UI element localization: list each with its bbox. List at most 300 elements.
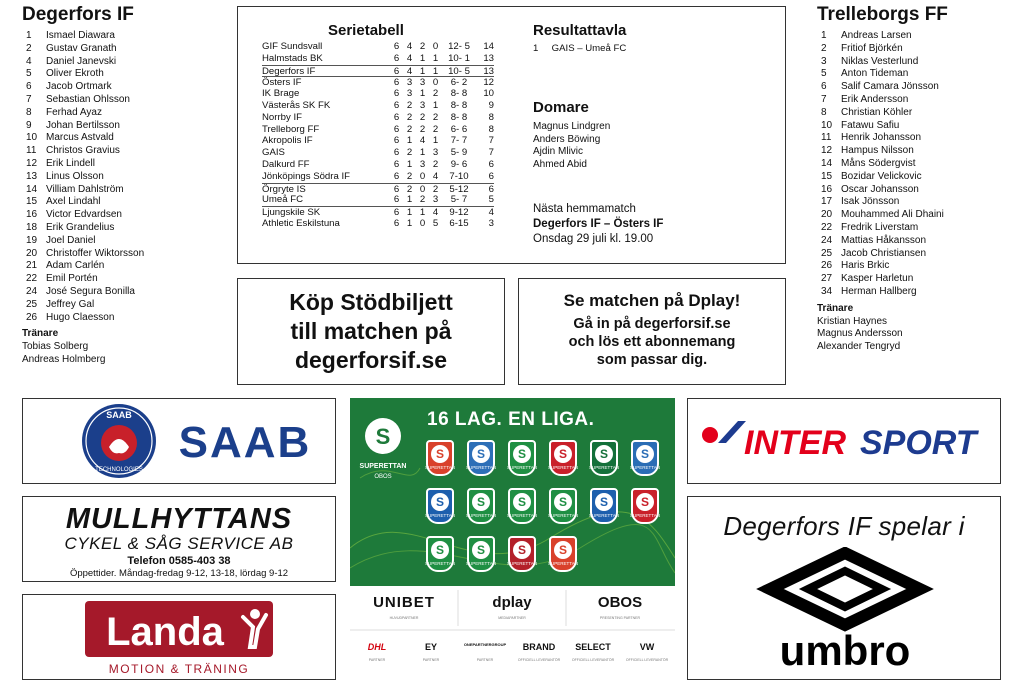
badge-letter: S [636,445,654,463]
player-number: 1 [821,30,827,41]
mullhyttan-title: MULLHYTTANS [65,503,293,535]
sponsor-logo: OBOS [597,594,643,611]
standings-wins: 2 [406,147,413,159]
player-number: 11 [26,145,37,157]
badge-text: SUPERETTAN [425,561,455,566]
coach-name: Andreas Holmberg [22,353,106,365]
player-number: 5 [821,68,827,80]
player-name: Fatawu Safiu [841,119,900,131]
player-row [22,222,232,235]
intersport-ad [687,398,1001,484]
player-row [817,184,1017,197]
badge-letter: S [472,493,490,511]
player-number: 8 [26,106,32,118]
standings-losses: 0 [432,41,439,52]
standings-wins: 4 [406,65,413,77]
badge-letter: S [513,445,531,463]
superettan-logo-name: SUPERETTAN [359,463,407,470]
standings-points: 8 [488,123,494,135]
standings-row [262,218,494,230]
badge-text: SUPERETTAN [548,465,578,470]
team-badge [631,488,659,524]
sponsor-role: PARTNER [368,658,386,662]
umbro-ad [687,496,1001,680]
match-info-panel [237,6,786,264]
player-number: 16 [26,209,38,221]
away-team-lineup [817,4,1017,354]
player-name: Hampus Nilsson [841,145,914,157]
sponsor-role: OFFICIELL LEVERANTÖR [625,658,669,662]
player-name: Jacob Ortmark [46,81,112,93]
player-number: 26 [821,260,833,272]
referee-name: Ajdin Mlivic [533,146,584,157]
standings-team: Degerfors IF [262,65,316,77]
standings-team: Västerås SK FK [262,99,331,111]
team-badge [467,440,495,476]
sponsor-role: OFFICIELL LEVERANTÖR [517,658,561,662]
player-name: Linus Olsson [46,170,104,182]
standings-goals: 7-10 [449,170,469,182]
standings-goals: 5-12 [449,183,469,195]
standings-team: Trelleborg FF [262,123,320,135]
badge-text: SUPERETTAN [425,465,455,470]
standings-points: 8 [488,111,494,123]
team-badge [426,536,454,572]
intersport-part2: SPORT [860,424,977,462]
team-badge [467,536,495,572]
player-row [22,184,232,197]
standings-points: 13 [483,65,494,77]
coach-name: Tobias Solberg [22,341,89,353]
standings-title: Serietabell [328,22,404,39]
player-row [22,196,232,209]
standings-wins: 4 [406,41,413,52]
standings-team: Östers IF [262,77,302,89]
standings-played: 6 [393,77,400,89]
standings-draws: 2 [419,194,426,206]
standings-played: 6 [393,135,400,147]
player-name: Henrik Johansson [841,132,922,144]
standings-team: Örgryte IS [262,183,306,195]
standings-points: 6 [488,170,494,182]
player-number: 25 [821,247,833,259]
badge-text: SUPERETTAN [630,465,660,470]
player-row [817,30,1017,43]
standings-goals: 9- 6 [450,158,468,170]
standings-points: 14 [483,41,494,52]
support-ticket-line1: Köp Stödbiljett [289,289,453,315]
standings-draws: 3 [419,77,426,89]
standings-draws: 2 [419,111,426,123]
standings-goals: 10- 5 [448,65,470,77]
standings-played: 6 [393,217,400,229]
player-name: Isak Jönsson [841,196,900,208]
team-badge [549,440,577,476]
standings-row [262,41,494,53]
standings-goals: 5- 7 [450,194,468,206]
player-name: Måns Södergvist [841,157,916,169]
support-ticket-line2: till matchen på [290,318,452,344]
badge-letter: S [554,541,572,559]
home-player-list [22,30,232,324]
player-row [817,273,1017,286]
standings-played: 6 [393,207,400,219]
standings-draws: 0 [419,217,426,229]
standings-goals: 8- 8 [450,88,468,100]
referee-name: Ahmed Abid [533,158,587,170]
coach-name: Kristian Haynes [817,315,888,327]
player-name: Oscar Johansson [841,183,919,195]
sponsor-logo: ONEPARTNERGROUP [463,642,507,647]
player-name: Sebastian Ohlsson [46,93,130,105]
standings-draws: 1 [419,52,426,64]
standings-draws: 0 [419,183,426,195]
player-name: José Segura Bonilla [46,285,135,297]
next-match-label: Nästa hemmamatch [533,203,636,215]
player-number: 18 [26,221,38,233]
player-name: Victor Edvardsen [46,209,122,221]
standings-wins: 2 [406,99,413,111]
standings-points: 9 [488,99,494,111]
player-row [22,145,232,158]
player-number: 12 [26,157,38,169]
team-badge [508,488,536,524]
badge-text: SUPERETTAN [589,465,619,470]
player-row [22,171,232,184]
saab-seal-bottom: TECHNOLOGIES [95,467,143,473]
player-row [817,145,1017,158]
standings-row [262,135,494,147]
landa-wordmark: Landa [106,610,224,654]
standings-draws: 3 [419,99,426,111]
standings-draws: 0 [419,170,426,182]
player-name: Daniel Janevski [46,55,117,67]
standings-points: 7 [488,147,494,159]
team-badge [631,440,659,476]
badge-text: SUPERETTAN [507,561,537,566]
standings-goals: 6- 6 [450,123,468,135]
standings-played: 6 [393,183,400,195]
player-number: 34 [821,285,833,297]
player-name: Johan Bertilsson [46,119,120,131]
standings-team: GAIS [262,147,285,159]
standings-team: Halmstads BK [262,52,323,64]
player-name: Christian Köhler [841,106,913,118]
standings-played: 6 [393,88,400,100]
standings-points: 7 [488,135,494,147]
dplay-heading: Se matchen på Dplay! [563,291,741,310]
badge-text: SUPERETTAN [466,561,496,566]
badge-text: SUPERETTAN [548,561,578,566]
standings-draws: 1 [419,207,426,219]
sponsor-logo: VW [639,642,655,652]
standings-points: 10 [483,88,494,100]
coach-name: Magnus Andersson [817,328,903,340]
badge-text: SUPERETTAN [630,513,660,518]
dplay-body [519,315,785,369]
landa-tagline: MOTION & TRÄNING [108,662,250,676]
player-name: Bozidar Velickovic [841,170,922,182]
standings-wins: 3 [406,88,413,100]
standings-losses: 4 [432,170,439,182]
standings-wins: 1 [406,217,413,229]
player-number: 10 [26,132,38,144]
sponsor-logo: BRAND [522,642,556,652]
standings-row [262,76,494,88]
player-number: 5 [26,68,32,80]
standings-draws: 1 [419,65,426,77]
badge-text: SUPERETTAN [548,513,578,518]
standings-played: 6 [393,52,400,64]
mullhyttan-hours: Öppettider. Måndag-fredag 9-12, 13-18, lördag 9-12 [69,568,289,579]
player-row [22,68,232,81]
intersport-logo [688,399,1002,485]
standings-team: Athletic Eskilstuna [262,217,340,229]
standings-wins: 3 [406,77,413,89]
player-row [22,56,232,69]
standings-goals: 9-12 [449,207,469,219]
sponsor-logo: dplay [492,594,532,611]
standings-losses: 1 [432,65,439,77]
sponsor-role: PARTNER [476,658,494,662]
player-number: 21 [26,260,38,272]
standings-row [262,206,494,218]
umbro-heading: Degerfors IF spelar i [723,511,965,541]
landa-ad [22,594,336,680]
player-number: 3 [821,55,827,67]
player-name: Jacob Christiansen [841,247,927,259]
saab-ad [22,398,336,484]
standings-row [262,159,494,171]
player-name: Ismael Diawara [46,30,115,41]
standings-losses: 2 [432,183,439,195]
player-name: Emil Portén [46,273,98,285]
player-name: Andreas Larsen [841,30,912,41]
support-ticket-promo [237,278,505,385]
player-number: 1 [26,30,32,41]
player-number: 7 [26,93,32,105]
player-number: 2 [821,42,827,54]
player-name: Marcus Astvald [46,132,114,144]
badge-letter: S [472,445,490,463]
standings-team: Norrby IF [262,111,302,123]
player-name: Anton Tideman [841,68,909,80]
next-match-teams: Degerfors IF – Östers IF [533,218,664,230]
player-row [817,132,1017,145]
standings-row [262,147,494,159]
team-badge [467,488,495,524]
player-row [22,120,232,133]
sponsor-role: MEDIAPARTNER [498,616,526,620]
player-name: Oliver Ekroth [46,68,104,80]
player-row [22,30,232,43]
superettan-logo-sponsor: OBOS [374,474,392,480]
dplay-line2: och lös ett abonnemang [568,334,736,350]
badge-letter: S [431,445,449,463]
player-number: 11 [821,132,832,144]
dplay-line3: som passar dig. [596,352,708,368]
away-coach-list [817,316,1017,354]
player-number: 15 [821,170,833,182]
superettan-headline: 16 LAG. EN LIGA. [427,409,595,430]
badge-letter: S [595,493,613,511]
player-name: Erik Grandelius [46,221,115,233]
player-number: 26 [26,311,38,323]
standings-team: Dalkurd FF [262,158,310,170]
standings-losses: 1 [432,135,439,147]
results-title: Resultattavla [533,22,627,39]
player-number: 6 [26,81,32,93]
player-name: Axel Lindahl [46,196,101,208]
player-name: Hugo Claesson [46,311,115,323]
standings-losses: 1 [432,52,439,64]
landa-logo [23,595,337,681]
sponsor-role: PARTNER [422,658,440,662]
away-coach-label: Tränare [817,302,854,314]
mullhyttan-phone: Telefon 0585-403 38 [127,555,231,567]
standings-losses: 2 [432,88,439,100]
standings-played: 6 [393,158,400,170]
player-row [817,158,1017,171]
standings-losses: 1 [432,99,439,111]
standings-wins: 2 [406,111,413,123]
team-badge [426,440,454,476]
standings-row [262,100,494,112]
player-row [817,209,1017,222]
standings-played: 6 [393,41,400,52]
standings-losses: 2 [432,158,439,170]
player-name: Salif Camara Jönsson [841,81,939,93]
badge-text: SUPERETTAN [466,465,496,470]
standings-losses: 3 [432,194,439,206]
standings-team: Akropolis IF [262,135,313,147]
standings-goals: 10- 1 [448,52,470,64]
standings-losses: 2 [432,123,439,135]
standings-played: 6 [393,147,400,159]
standings-points: 3 [488,217,494,229]
player-row [817,248,1017,261]
player-number: 27 [821,273,833,285]
player-name: Christoffer Wiktorsson [46,247,145,259]
standings-losses: 0 [432,77,439,89]
badge-letter: S [554,445,572,463]
player-number: 17 [821,196,833,208]
player-number: 14 [821,157,833,169]
badge-text: SUPERETTAN [589,513,619,518]
player-number: 12 [821,145,833,157]
player-name: Erik Andersson [841,93,909,105]
badge-letter: S [513,493,531,511]
player-number: 14 [26,183,38,195]
player-row [817,120,1017,133]
standings-team: Umeå FC [262,194,304,206]
dplay-line1: Gå in på degerforsif.se [573,316,731,332]
player-row [22,273,232,286]
standings-draws: 1 [419,147,426,159]
player-row [817,56,1017,69]
referees-title: Domare [533,99,589,116]
home-coach-list [22,341,232,367]
next-match-time: Onsdag 29 juli kl. 19.00 [533,233,654,245]
standings-draws: 4 [419,135,426,147]
standings-row [262,88,494,100]
player-number: 8 [821,106,827,118]
player-row [817,222,1017,235]
player-name: Villiam Dahlström [46,183,124,195]
standings-points: 6 [488,158,494,170]
referee-list [533,121,610,171]
player-number: 10 [821,119,833,131]
player-row [22,158,232,171]
standings-points: 6 [488,183,494,195]
standings-wins: 2 [406,123,413,135]
team-badge [508,536,536,572]
player-number: 19 [26,234,38,246]
saab-seal-top: SAAB [106,410,132,420]
standings-points: 13 [483,52,494,64]
standings-wins: 2 [406,170,413,182]
standings-played: 6 [393,194,400,206]
away-team-name: Trelleborgs FF [817,4,948,25]
player-row [22,43,232,56]
standings-losses: 4 [432,207,439,219]
player-row [817,196,1017,209]
badge-text: SUPERETTAN [425,513,455,518]
badge-letter: S [472,541,490,559]
badge-letter: S [431,493,449,511]
badge-letter: S [431,541,449,559]
player-number: 15 [26,196,38,208]
standings-team: Jönköpings Södra IF [262,170,350,182]
player-name: Kasper Harletun [841,273,914,285]
player-row [817,81,1017,94]
player-row [22,107,232,120]
standings-wins: 2 [406,183,413,195]
mullhyttan-ad [22,496,336,582]
umbro-logo [688,547,1002,677]
standings-goals: 12- 5 [448,41,470,52]
sponsor-logo: EY [424,642,437,652]
player-number: 25 [26,298,38,310]
team-badge [590,488,618,524]
standings-goals: 8- 8 [450,111,468,123]
standings-played: 6 [393,111,400,123]
superettan-banner [350,398,675,586]
standings-wins: 1 [406,135,413,147]
standings-draws: 3 [419,158,426,170]
player-name: Ferhad Ayaz [46,106,102,118]
team-badge [549,536,577,572]
player-row [22,286,232,299]
standings-row [262,112,494,124]
standings-row [262,65,494,77]
umbro-wordmark: umbro [779,627,911,674]
player-number: 9 [26,119,32,131]
player-row [817,286,1017,299]
standings-losses: 2 [432,111,439,123]
away-player-list [817,30,1017,299]
standings-team: Ljungskile SK [262,207,321,219]
superettan-ad [350,398,675,682]
home-team-lineup [22,4,232,367]
standings-draws: 2 [419,41,426,52]
result-line: 1 GAIS – Umeå FC [533,43,627,54]
player-name: Niklas Vesterlund [841,55,919,67]
player-number: 22 [821,221,833,233]
badge-letter: S [595,445,613,463]
standings-goals: 6- 2 [450,77,468,89]
standings-wins: 1 [406,158,413,170]
